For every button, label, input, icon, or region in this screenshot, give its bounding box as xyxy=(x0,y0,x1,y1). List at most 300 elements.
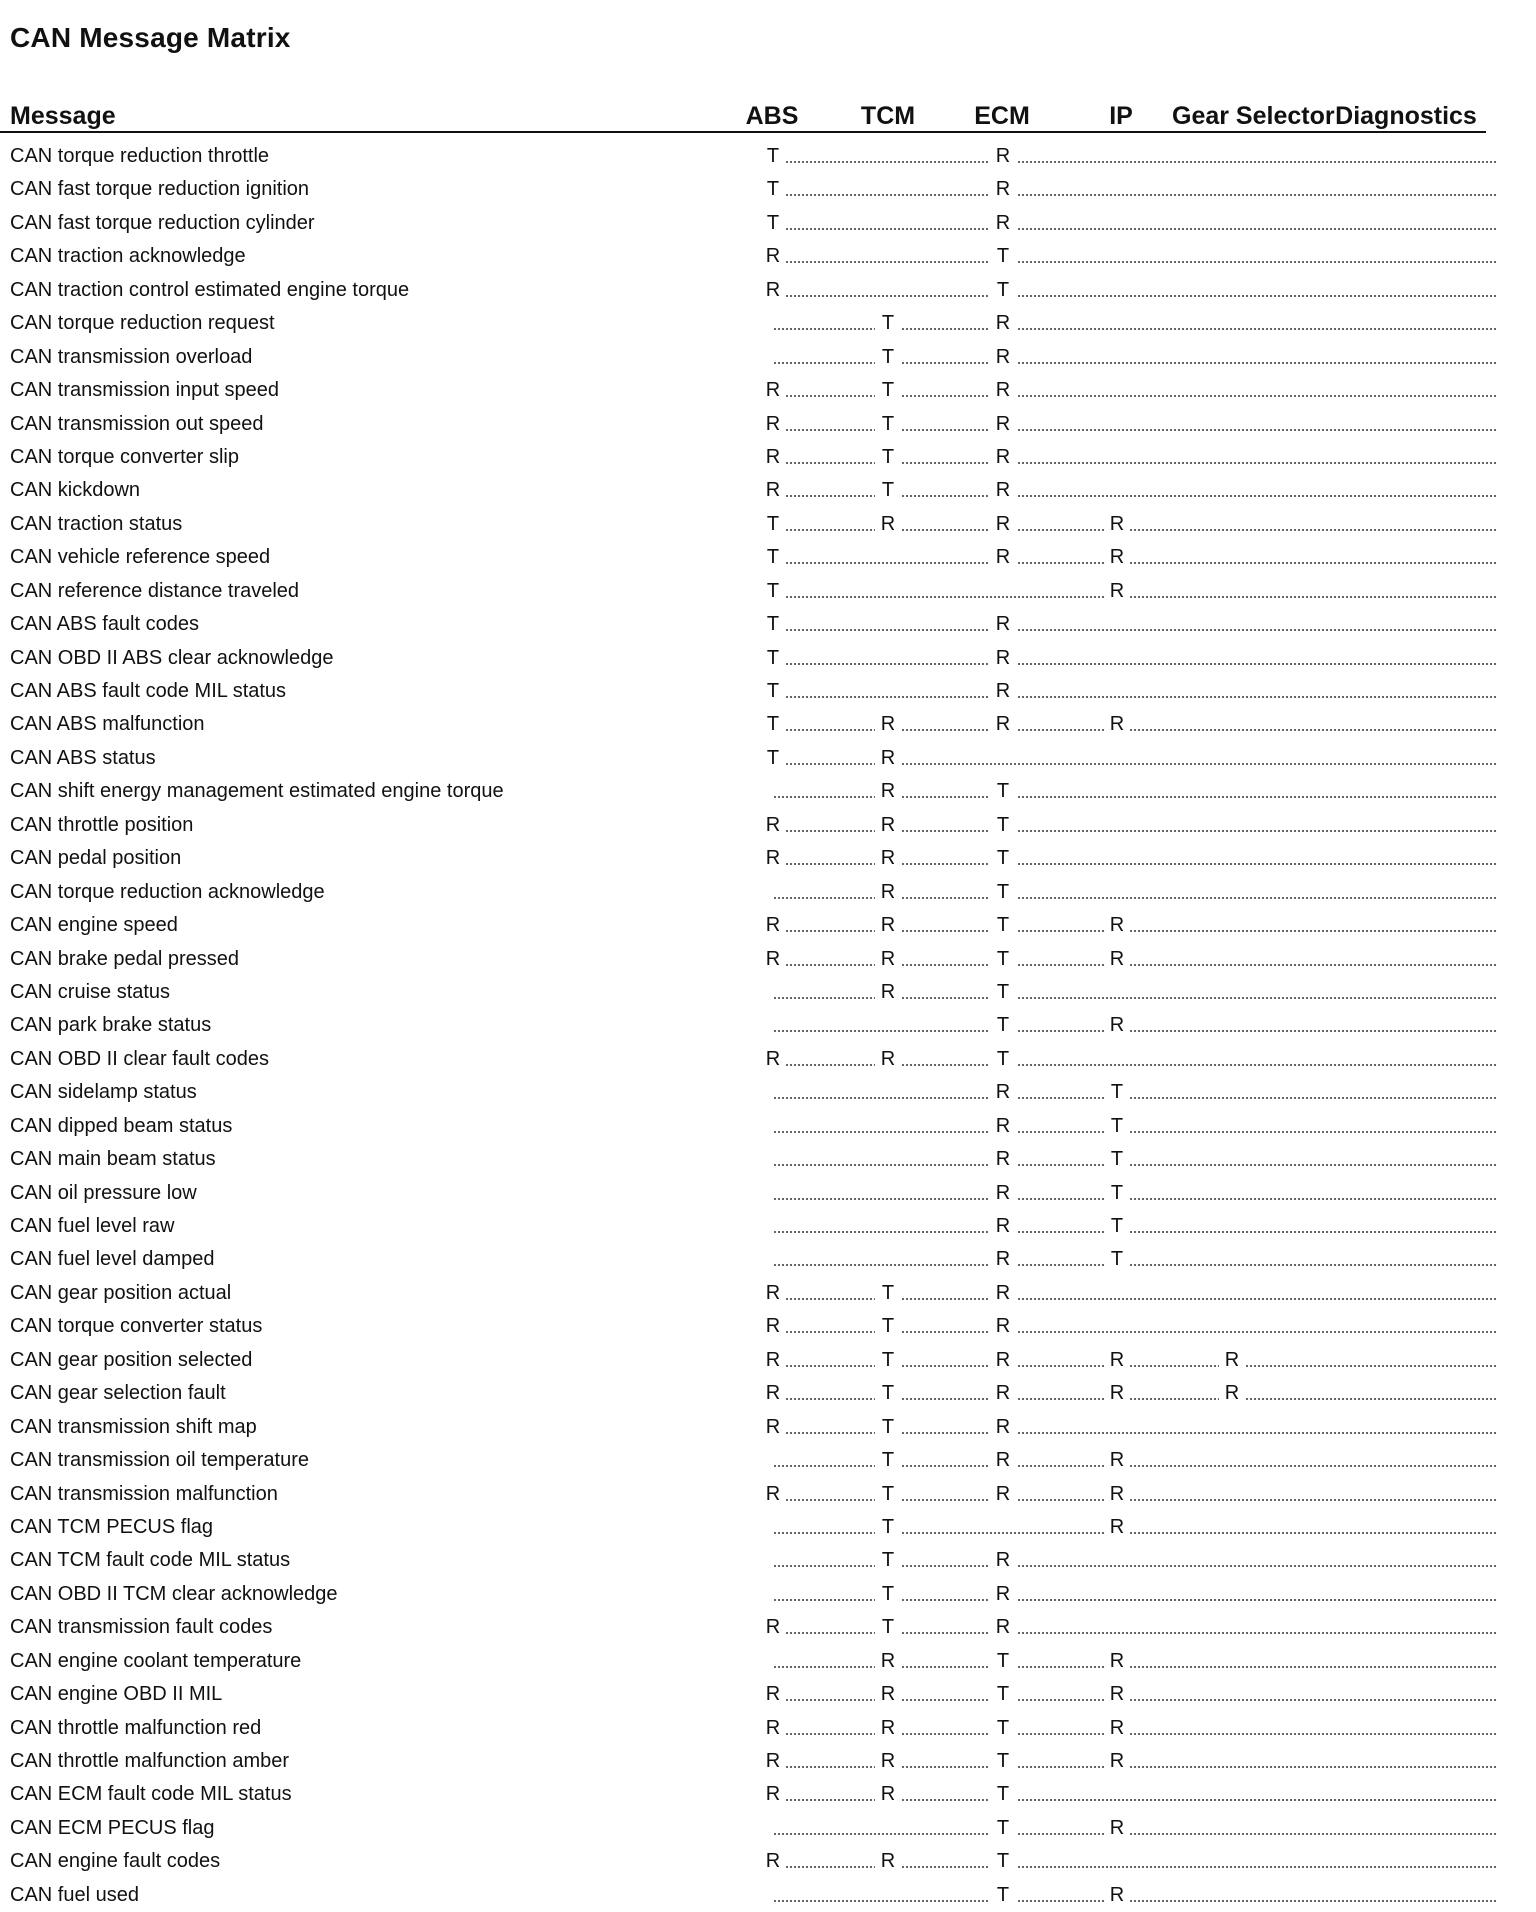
code-ecm: T xyxy=(990,1048,1016,1070)
table-row xyxy=(0,1478,1536,1511)
message-name: CAN ECM PECUS flag xyxy=(10,1816,215,1839)
table-row xyxy=(0,642,1536,675)
message-codes xyxy=(760,1277,1496,1310)
message-name: CAN transmission overload xyxy=(10,345,253,368)
message-codes xyxy=(760,1243,1496,1276)
code-ecm: R xyxy=(990,1182,1016,1204)
code-abs: T xyxy=(760,647,786,669)
dot-leader xyxy=(774,161,1496,163)
table-row xyxy=(0,909,1536,942)
code-abs: R xyxy=(760,1683,786,1705)
table-row xyxy=(0,1043,1536,1076)
message-codes xyxy=(760,1745,1496,1778)
code-ecm: R xyxy=(990,1416,1016,1438)
code-ip: R xyxy=(1104,1750,1130,1772)
code-ecm: R xyxy=(990,713,1016,735)
message-name: CAN TCM PECUS flag xyxy=(10,1515,214,1538)
code-tcm: T xyxy=(875,1282,901,1304)
message-codes xyxy=(760,508,1496,541)
table-row xyxy=(0,1511,1536,1544)
code-abs: R xyxy=(760,245,786,267)
message-codes xyxy=(760,1611,1496,1644)
message-name: CAN torque reduction throttle xyxy=(10,145,270,167)
code-tcm: R xyxy=(875,948,901,970)
table-row xyxy=(0,742,1536,775)
table-row xyxy=(0,1143,1536,1176)
code-ecm: R xyxy=(990,446,1016,468)
message-name: CAN transmission input speed xyxy=(10,379,280,402)
code-tcm: T xyxy=(875,1516,901,1538)
table-row xyxy=(0,675,1536,708)
dot-leader xyxy=(774,1030,1496,1032)
message-name: CAN transmission oil temperature xyxy=(10,1449,309,1472)
table-row xyxy=(0,508,1536,541)
table-row xyxy=(0,1344,1536,1377)
code-abs: R xyxy=(760,1416,786,1438)
table-header xyxy=(0,76,1536,134)
code-ip: T xyxy=(1104,1182,1130,1204)
message-codes xyxy=(760,307,1496,340)
code-tcm: T xyxy=(875,1382,901,1404)
table-row xyxy=(0,1210,1536,1243)
code-ecm: R xyxy=(990,312,1016,334)
code-abs: R xyxy=(760,1783,786,1805)
code-ecm: T xyxy=(990,1750,1016,1772)
code-ecm: R xyxy=(990,1349,1016,1371)
table-row xyxy=(0,575,1536,608)
message-name: CAN vehicle reference speed xyxy=(10,546,271,569)
table-row xyxy=(0,708,1536,741)
message-name: CAN transmission out speed xyxy=(10,412,264,435)
message-name: CAN gear selection fault xyxy=(10,1382,226,1405)
dot-leader xyxy=(774,596,1496,598)
table-row xyxy=(0,1277,1536,1310)
message-codes xyxy=(760,1009,1496,1042)
code-tcm: R xyxy=(875,713,901,735)
message-name: CAN engine OBD II MIL xyxy=(10,1683,223,1706)
code-ecm: T xyxy=(990,981,1016,1003)
code-ip: T xyxy=(1104,1081,1130,1103)
message-codes xyxy=(760,1778,1496,1811)
code-tcm: R xyxy=(875,1048,901,1070)
code-tcm: R xyxy=(875,1750,901,1772)
code-abs: R xyxy=(760,814,786,836)
message-name: CAN throttle position xyxy=(10,813,194,836)
code-abs: R xyxy=(760,1048,786,1070)
dot-leader xyxy=(774,1131,1496,1133)
code-abs: T xyxy=(760,145,786,167)
message-codes xyxy=(760,642,1496,675)
code-tcm: R xyxy=(875,981,901,1003)
table-row xyxy=(0,207,1536,240)
code-abs: R xyxy=(760,914,786,936)
code-tcm: R xyxy=(875,780,901,802)
code-ip: R xyxy=(1104,948,1130,970)
code-abs: T xyxy=(760,613,786,635)
table-row xyxy=(0,1310,1536,1343)
code-ecm: T xyxy=(990,948,1016,970)
code-abs: R xyxy=(760,948,786,970)
code-ip: R xyxy=(1104,713,1130,735)
message-codes xyxy=(760,1344,1496,1377)
message-codes xyxy=(760,541,1496,574)
header-gear-selector: Gear Selector xyxy=(1172,102,1335,130)
message-name: CAN shift energy management estimated engine torque xyxy=(10,780,504,803)
code-ip: T xyxy=(1104,1215,1130,1237)
dot-leader xyxy=(774,1164,1496,1166)
code-ecm: R xyxy=(990,145,1016,167)
message-codes xyxy=(760,1310,1496,1343)
code-ecm: T xyxy=(990,1884,1016,1906)
code-ecm: T xyxy=(990,847,1016,869)
code-ecm: R xyxy=(990,1616,1016,1638)
dot-leader xyxy=(774,194,1496,196)
message-codes xyxy=(760,207,1496,240)
table-row xyxy=(0,240,1536,273)
table-row xyxy=(0,173,1536,206)
message-name: CAN dipped beam status xyxy=(10,1114,233,1137)
message-name: CAN ABS fault code MIL status xyxy=(10,680,287,702)
message-name: CAN main beam status xyxy=(10,1148,216,1171)
message-name: CAN torque converter slip xyxy=(10,445,239,468)
table-row xyxy=(0,1645,1536,1678)
message-name: CAN TCM fault code MIL status xyxy=(10,1549,291,1572)
table-row xyxy=(0,608,1536,641)
table-row xyxy=(0,1611,1536,1644)
table-row xyxy=(0,140,1536,173)
table-row xyxy=(0,1678,1536,1711)
code-ip: R xyxy=(1104,1349,1130,1371)
message-name: CAN kickdown xyxy=(10,479,141,502)
message-codes xyxy=(760,1143,1496,1176)
message-name: CAN reference distance traveled xyxy=(10,579,300,602)
message-codes xyxy=(760,909,1496,942)
code-abs: R xyxy=(760,1850,786,1872)
code-abs: R xyxy=(760,1282,786,1304)
message-name: CAN fuel used xyxy=(10,1883,139,1906)
code-tcm: R xyxy=(875,814,901,836)
message-name: CAN ECM fault code MIL status xyxy=(10,1783,292,1806)
code-ecm: T xyxy=(990,1850,1016,1872)
table-row xyxy=(0,1009,1536,1042)
matrix-rows xyxy=(0,140,1536,1912)
code-ecm: R xyxy=(990,513,1016,535)
code-abs: R xyxy=(760,379,786,401)
code-ecm: R xyxy=(990,1215,1016,1237)
message-codes xyxy=(760,1511,1496,1544)
table-row xyxy=(0,1377,1536,1410)
code-abs: R xyxy=(760,413,786,435)
dot-leader xyxy=(774,261,1496,263)
table-row xyxy=(0,374,1536,407)
code-ecm: T xyxy=(990,1717,1016,1739)
dot-leader xyxy=(774,663,1496,665)
table-row xyxy=(0,1544,1536,1577)
code-ecm: R xyxy=(990,1148,1016,1170)
code-abs: T xyxy=(760,580,786,602)
code-abs: R xyxy=(760,279,786,301)
code-tcm: T xyxy=(875,1449,901,1471)
message-codes xyxy=(760,1177,1496,1210)
message-name: CAN brake pedal pressed xyxy=(10,947,240,970)
message-name: CAN ABS status xyxy=(10,746,156,769)
code-ecm: R xyxy=(990,546,1016,568)
code-abs: T xyxy=(760,513,786,535)
code-abs: R xyxy=(760,1616,786,1638)
code-tcm: R xyxy=(875,747,901,769)
message-name: CAN torque reduction request xyxy=(10,312,275,335)
code-ip: R xyxy=(1104,1014,1130,1036)
table-row xyxy=(0,408,1536,441)
code-ecm: T xyxy=(990,780,1016,802)
code-abs: T xyxy=(760,747,786,769)
message-codes xyxy=(760,274,1496,307)
table-row xyxy=(0,1177,1536,1210)
code-tcm: R xyxy=(875,1850,901,1872)
code-abs: R xyxy=(760,1382,786,1404)
message-codes xyxy=(760,1444,1496,1477)
message-name: CAN transmission shift map xyxy=(10,1415,257,1438)
header-ip: IP xyxy=(1109,102,1133,130)
message-codes xyxy=(760,876,1496,909)
code-tcm: T xyxy=(875,1616,901,1638)
code-ip: T xyxy=(1104,1248,1130,1270)
message-name: CAN throttle malfunction red xyxy=(10,1716,262,1739)
code-abs: T xyxy=(760,680,786,702)
code-tcm: R xyxy=(875,881,901,903)
table-row xyxy=(0,876,1536,909)
code-tcm: T xyxy=(875,479,901,501)
message-name: CAN OBD II ABS clear acknowledge xyxy=(10,646,334,669)
table-row xyxy=(0,976,1536,1009)
message-codes xyxy=(760,976,1496,1009)
code-ip: R xyxy=(1104,1717,1130,1739)
code-ecm: T xyxy=(990,814,1016,836)
code-ecm: R xyxy=(990,1449,1016,1471)
table-row xyxy=(0,1879,1536,1912)
message-codes xyxy=(760,608,1496,641)
code-ip: R xyxy=(1104,1382,1130,1404)
code-ip: R xyxy=(1104,513,1130,535)
message-codes xyxy=(760,1578,1496,1611)
table-row xyxy=(0,1578,1536,1611)
code-ecm: R xyxy=(990,1549,1016,1571)
header-tcm: TCM xyxy=(860,102,916,130)
table-row xyxy=(0,1411,1536,1444)
code-ecm: R xyxy=(990,413,1016,435)
message-codes xyxy=(760,1110,1496,1143)
code-ecm: R xyxy=(990,647,1016,669)
code-ecm: T xyxy=(990,1683,1016,1705)
message-name: CAN fast torque reduction cylinder xyxy=(10,211,315,234)
code-tcm: T xyxy=(875,379,901,401)
message-name: CAN traction acknowledge xyxy=(10,245,246,268)
message-codes xyxy=(760,1712,1496,1745)
code-ecm: R xyxy=(990,1583,1016,1605)
table-row xyxy=(0,1812,1536,1845)
message-name: CAN park brake status xyxy=(10,1014,212,1037)
code-ecm: T xyxy=(990,279,1016,301)
header-diagnostics: Diagnostics xyxy=(1335,102,1477,130)
message-codes xyxy=(760,1812,1496,1845)
message-name: CAN fast torque reduction ignition xyxy=(10,178,310,201)
code-tcm: T xyxy=(875,312,901,334)
code-ip: R xyxy=(1104,1683,1130,1705)
message-name: CAN throttle malfunction amber xyxy=(10,1750,290,1772)
message-codes xyxy=(760,408,1496,441)
message-name: CAN ABS malfunction xyxy=(10,713,205,736)
code-ip: T xyxy=(1104,1148,1130,1170)
code-tcm: T xyxy=(875,413,901,435)
code-tcm: R xyxy=(875,513,901,535)
message-name: CAN sidelamp status xyxy=(10,1081,197,1104)
code-tcm: R xyxy=(875,1783,901,1805)
table-row xyxy=(0,809,1536,842)
table-row xyxy=(0,1778,1536,1811)
code-abs: R xyxy=(760,446,786,468)
message-name: CAN engine coolant temperature xyxy=(10,1649,302,1672)
message-codes xyxy=(760,1879,1496,1912)
message-codes xyxy=(760,1845,1496,1878)
dot-leader xyxy=(774,295,1496,297)
code-ecm: T xyxy=(990,1817,1016,1839)
message-codes xyxy=(760,1478,1496,1511)
code-ecm: R xyxy=(990,346,1016,368)
code-ecm: R xyxy=(990,613,1016,635)
message-codes xyxy=(760,341,1496,374)
message-codes xyxy=(760,1645,1496,1678)
code-tcm: R xyxy=(875,1650,901,1672)
message-codes xyxy=(760,374,1496,407)
message-codes xyxy=(760,1678,1496,1711)
message-name: CAN fuel level damped xyxy=(10,1248,215,1271)
code-abs: T xyxy=(760,178,786,200)
code-ecm: R xyxy=(990,1315,1016,1337)
table-row xyxy=(0,541,1536,574)
code-tcm: T xyxy=(875,1349,901,1371)
code-tcm: T xyxy=(875,446,901,468)
dot-leader xyxy=(774,562,1496,564)
message-name: CAN cruise status xyxy=(10,980,171,1003)
message-name: CAN transmission fault codes xyxy=(10,1616,273,1639)
code-abs: R xyxy=(760,1750,786,1772)
code-ecm: R xyxy=(990,1282,1016,1304)
code-tcm: R xyxy=(875,1717,901,1739)
dot-leader xyxy=(774,228,1496,230)
code-ip: R xyxy=(1104,580,1130,602)
code-ecm: T xyxy=(990,245,1016,267)
table-row xyxy=(0,1712,1536,1745)
code-ip: R xyxy=(1104,1650,1130,1672)
dot-leader xyxy=(774,1198,1496,1200)
table-row xyxy=(0,307,1536,340)
message-codes xyxy=(760,1544,1496,1577)
code-abs: R xyxy=(760,1717,786,1739)
code-ecm: T xyxy=(990,1783,1016,1805)
code-ecm: R xyxy=(990,1115,1016,1137)
message-codes xyxy=(760,775,1496,808)
code-gear-selector: R xyxy=(1219,1382,1245,1404)
code-ip: R xyxy=(1104,1449,1130,1471)
code-tcm: T xyxy=(875,1549,901,1571)
message-codes xyxy=(760,1043,1496,1076)
header-message: Message xyxy=(10,102,116,130)
code-ip: R xyxy=(1104,1817,1130,1839)
code-ecm: T xyxy=(990,881,1016,903)
message-codes xyxy=(760,943,1496,976)
message-name: CAN traction control estimated engine torque xyxy=(10,278,410,301)
code-abs: R xyxy=(760,1315,786,1337)
dot-leader xyxy=(774,1900,1496,1902)
code-tcm: T xyxy=(875,1416,901,1438)
message-codes xyxy=(760,1377,1496,1410)
code-tcm: R xyxy=(875,1683,901,1705)
header-rule xyxy=(0,131,1486,133)
code-tcm: T xyxy=(875,1483,901,1505)
message-name: CAN oil pressure low xyxy=(10,1181,197,1204)
code-ip: R xyxy=(1104,546,1130,568)
code-ecm: R xyxy=(990,1483,1016,1505)
code-tcm: R xyxy=(875,847,901,869)
code-ip: R xyxy=(1104,1884,1130,1906)
table-row xyxy=(0,474,1536,507)
code-abs: R xyxy=(760,479,786,501)
code-ecm: R xyxy=(990,1382,1016,1404)
code-tcm: T xyxy=(875,346,901,368)
message-codes xyxy=(760,441,1496,474)
message-codes xyxy=(760,240,1496,273)
code-abs: R xyxy=(760,1349,786,1371)
message-codes xyxy=(760,474,1496,507)
dot-leader xyxy=(774,629,1496,631)
code-ecm: R xyxy=(990,178,1016,200)
message-name: CAN fuel level raw xyxy=(10,1215,175,1237)
code-ecm: R xyxy=(990,379,1016,401)
message-codes xyxy=(760,742,1496,775)
code-ecm: R xyxy=(990,479,1016,501)
message-name: CAN torque reduction acknowledge xyxy=(10,880,325,903)
code-abs: T xyxy=(760,713,786,735)
code-abs: R xyxy=(760,847,786,869)
code-ecm: T xyxy=(990,914,1016,936)
table-row xyxy=(0,341,1536,374)
message-name: CAN OBD II clear fault codes xyxy=(10,1047,269,1070)
table-row xyxy=(0,274,1536,307)
code-ip: R xyxy=(1104,1483,1130,1505)
code-ecm: R xyxy=(990,1248,1016,1270)
code-ecm: R xyxy=(990,680,1016,702)
code-tcm: T xyxy=(875,1583,901,1605)
message-name: CAN engine speed xyxy=(10,914,178,937)
message-name: CAN ABS fault codes xyxy=(10,613,199,636)
header-ecm: ECM xyxy=(974,102,1030,130)
message-name: CAN transmission malfunction xyxy=(10,1482,278,1505)
message-codes xyxy=(760,575,1496,608)
dot-leader xyxy=(774,1833,1496,1835)
message-codes xyxy=(760,173,1496,206)
code-gear-selector: R xyxy=(1219,1349,1245,1371)
code-ip: R xyxy=(1104,1516,1130,1538)
table-row xyxy=(0,842,1536,875)
code-ecm: T xyxy=(990,1650,1016,1672)
message-name: CAN traction status xyxy=(10,512,183,535)
message-codes xyxy=(760,708,1496,741)
table-row xyxy=(0,943,1536,976)
message-name: CAN gear position selected xyxy=(10,1348,253,1371)
message-codes xyxy=(760,1210,1496,1243)
message-codes xyxy=(760,809,1496,842)
code-ip: T xyxy=(1104,1115,1130,1137)
